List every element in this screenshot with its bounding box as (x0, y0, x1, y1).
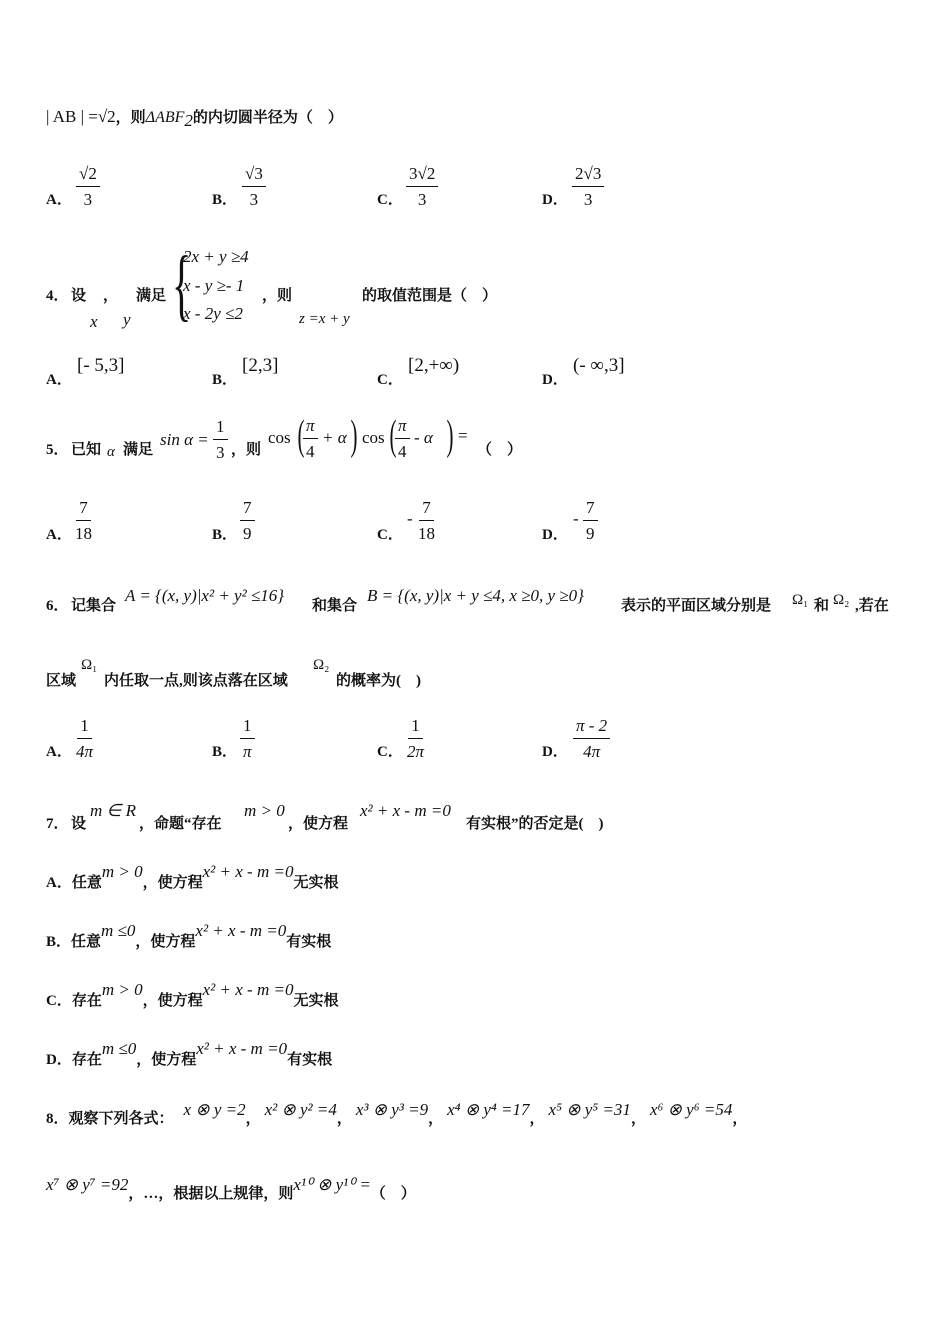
q6-option-d-fraction: $\frac{\pi - 2}{4\pi}$ (573, 716, 610, 763)
q8-item-5: x⁵ ⊗ y⁵ =31 (548, 1100, 631, 1119)
q6-line2-omega-1: Ω₁ (81, 657, 98, 673)
q6-omega-1: Ω₁ (792, 592, 809, 608)
q5-option-a-fraction: $\frac{7}{18}$ (75, 498, 92, 543)
q3-option-a-fraction: $\frac{√2}{3}$ (76, 164, 100, 211)
q7-number: 7． (46, 816, 69, 832)
q6-option-b-label[interactable]: B． (212, 744, 238, 760)
q6-number: 6． (46, 598, 69, 614)
q5-option-d-minus: - (573, 509, 579, 528)
q7-m-in-r: m ∈ R (90, 801, 136, 820)
q3-stem: | AB | =√2，则$\Delta ABF_2$的内切圆半径为（ ） (46, 107, 343, 130)
q8-number: 8． (46, 1111, 69, 1127)
q7-option-d[interactable]: D．存在m ≤0，使方程x² + x - m =0有实根 (46, 1039, 333, 1068)
q4-option-b-label[interactable]: B． (212, 372, 238, 388)
q6-line2-omega-2: Ω₂ (313, 657, 330, 673)
q7-equation: x² + x - m =0 (360, 801, 451, 820)
q7-option-c[interactable]: C．存在m > 0，使方程x² + x - m =0无实根 (46, 980, 339, 1009)
q8-target-expression: x¹⁰ ⊗ y¹⁰ = (293, 1175, 371, 1194)
q4-var-x: x (90, 312, 98, 331)
q6-option-a-fraction: $\frac{1}{4\pi}$ (76, 716, 94, 761)
q3-option-a-label[interactable]: A． (46, 192, 72, 208)
q5-option-d-fraction: $\frac{7}{9}$ (583, 498, 598, 545)
q4-option-c-value: [2,+∞) (408, 355, 460, 376)
q5-option-b-fraction: $\frac{7}{9}$ (240, 498, 255, 545)
q5-paren-left-1: ( (297, 413, 305, 459)
q6-omega-2: Ω₂ (833, 592, 850, 608)
q5-sin-fraction: $\frac{1}{3}$ (213, 417, 228, 464)
q3-triangle: ΔABF (145, 109, 185, 126)
q8-stem: 8．观察下列各式： x ⊗ y =2， x² ⊗ y² =4， x³ ⊗ y³ =9， x⁴ ⊗ y⁴ =17， x⁵ ⊗ y⁵ =31， x⁶ ⊗ y⁶ =54， (46, 1100, 748, 1127)
q7-m-gt-0: m > 0 (244, 801, 285, 820)
q3-option-c-fraction: $\frac{3√2}{3}$ (406, 164, 438, 211)
q8-item-2: x² ⊗ y² =4 (264, 1100, 337, 1119)
q4-number: 4． (46, 288, 69, 304)
q5-paren-left-2: ( (389, 413, 397, 459)
q4-option-a-label[interactable]: A． (46, 372, 72, 388)
q8-stem-line2: x⁷ ⊗ y⁷ =92，…，根据以上规律，则x¹⁰ ⊗ y¹⁰ =（ ） (46, 1175, 416, 1202)
q6-option-a-label[interactable]: A． (46, 744, 72, 760)
q6-option-c-label[interactable]: C． (377, 744, 403, 760)
q7-option-a[interactable]: A．任意m > 0，使方程x² + x - m =0无实根 (46, 862, 339, 891)
q5-paren-right-2: ) (446, 413, 454, 459)
q5-option-c-fraction: $\frac{7}{18}$ (418, 498, 435, 543)
q6-option-b-fraction: $\frac{1}{\pi}$ (240, 716, 255, 763)
q6-option-d-label[interactable]: D． (542, 744, 568, 760)
q5-sin-lhs: sin α = (160, 430, 209, 449)
q5-option-a-label[interactable]: A． (46, 527, 72, 543)
q5-option-d-label[interactable]: D． (542, 527, 568, 543)
q3-option-d-label[interactable]: D． (542, 192, 568, 208)
q4-option-d-value: (- ∞,3] (573, 355, 625, 376)
q8-item-7: x⁷ ⊗ y⁷ =92 (46, 1175, 129, 1194)
q3-option-d-fraction: $\frac{2√3}{3}$ (572, 164, 604, 211)
q3-option-c-label[interactable]: C． (377, 192, 403, 208)
q6-set-a: A = {(x, y)|x² + y² ≤16} (125, 586, 285, 605)
q5-number: 5． (46, 442, 69, 458)
q3-option-b-label[interactable]: B． (212, 192, 238, 208)
q5-pi-over-4-b: $\frac{\pi}{4}$ (395, 416, 410, 463)
q3-ab-abs: | AB | =√2 (46, 107, 116, 126)
q5-option-c-label[interactable]: C． (377, 527, 403, 543)
q4-constraint-2: x - y ≥- 1 (183, 276, 245, 295)
q4-system-brace: { (172, 241, 192, 329)
q7-option-b[interactable]: B．任意m ≤0，使方程x² + x - m =0有实根 (46, 921, 332, 950)
q4-option-a-value: [- 5,3] (77, 355, 125, 376)
q8-item-4: x⁴ ⊗ y⁴ =17 (447, 1100, 530, 1119)
q6-option-c-fraction: $\frac{1}{2\pi}$ (407, 716, 425, 761)
q4-var-y: y (123, 310, 131, 329)
q4-constraint-1: 2x + y ≥4 (183, 247, 249, 266)
q4-z-expression: z =x + y (299, 311, 350, 327)
q4-option-b-value: [2,3] (242, 355, 279, 376)
q5-alpha: α (107, 444, 115, 460)
q8-item-3: x³ ⊗ y³ =9 (355, 1100, 429, 1119)
q5-option-c-minus: - (407, 509, 413, 528)
q5-paren-right-1: ) (350, 413, 358, 459)
q5-option-b-label[interactable]: B． (212, 527, 238, 543)
q3-option-b-fraction: $\frac{√3}{3}$ (242, 164, 266, 211)
q8-item-1: x ⊗ y =2 (183, 1100, 246, 1119)
q6-set-b: B = {(x, y)|x + y ≤4, x ≥0, y ≥0} (367, 586, 584, 605)
q4-constraint-3: x - 2y ≤2 (183, 304, 243, 323)
q4-option-d-label[interactable]: D． (542, 372, 568, 388)
q5-pi-over-4-a: $\frac{\pi}{4}$ (303, 416, 318, 463)
q4-option-c-label[interactable]: C． (377, 372, 403, 388)
q8-item-6: x⁶ ⊗ y⁶ =54 (649, 1100, 733, 1119)
